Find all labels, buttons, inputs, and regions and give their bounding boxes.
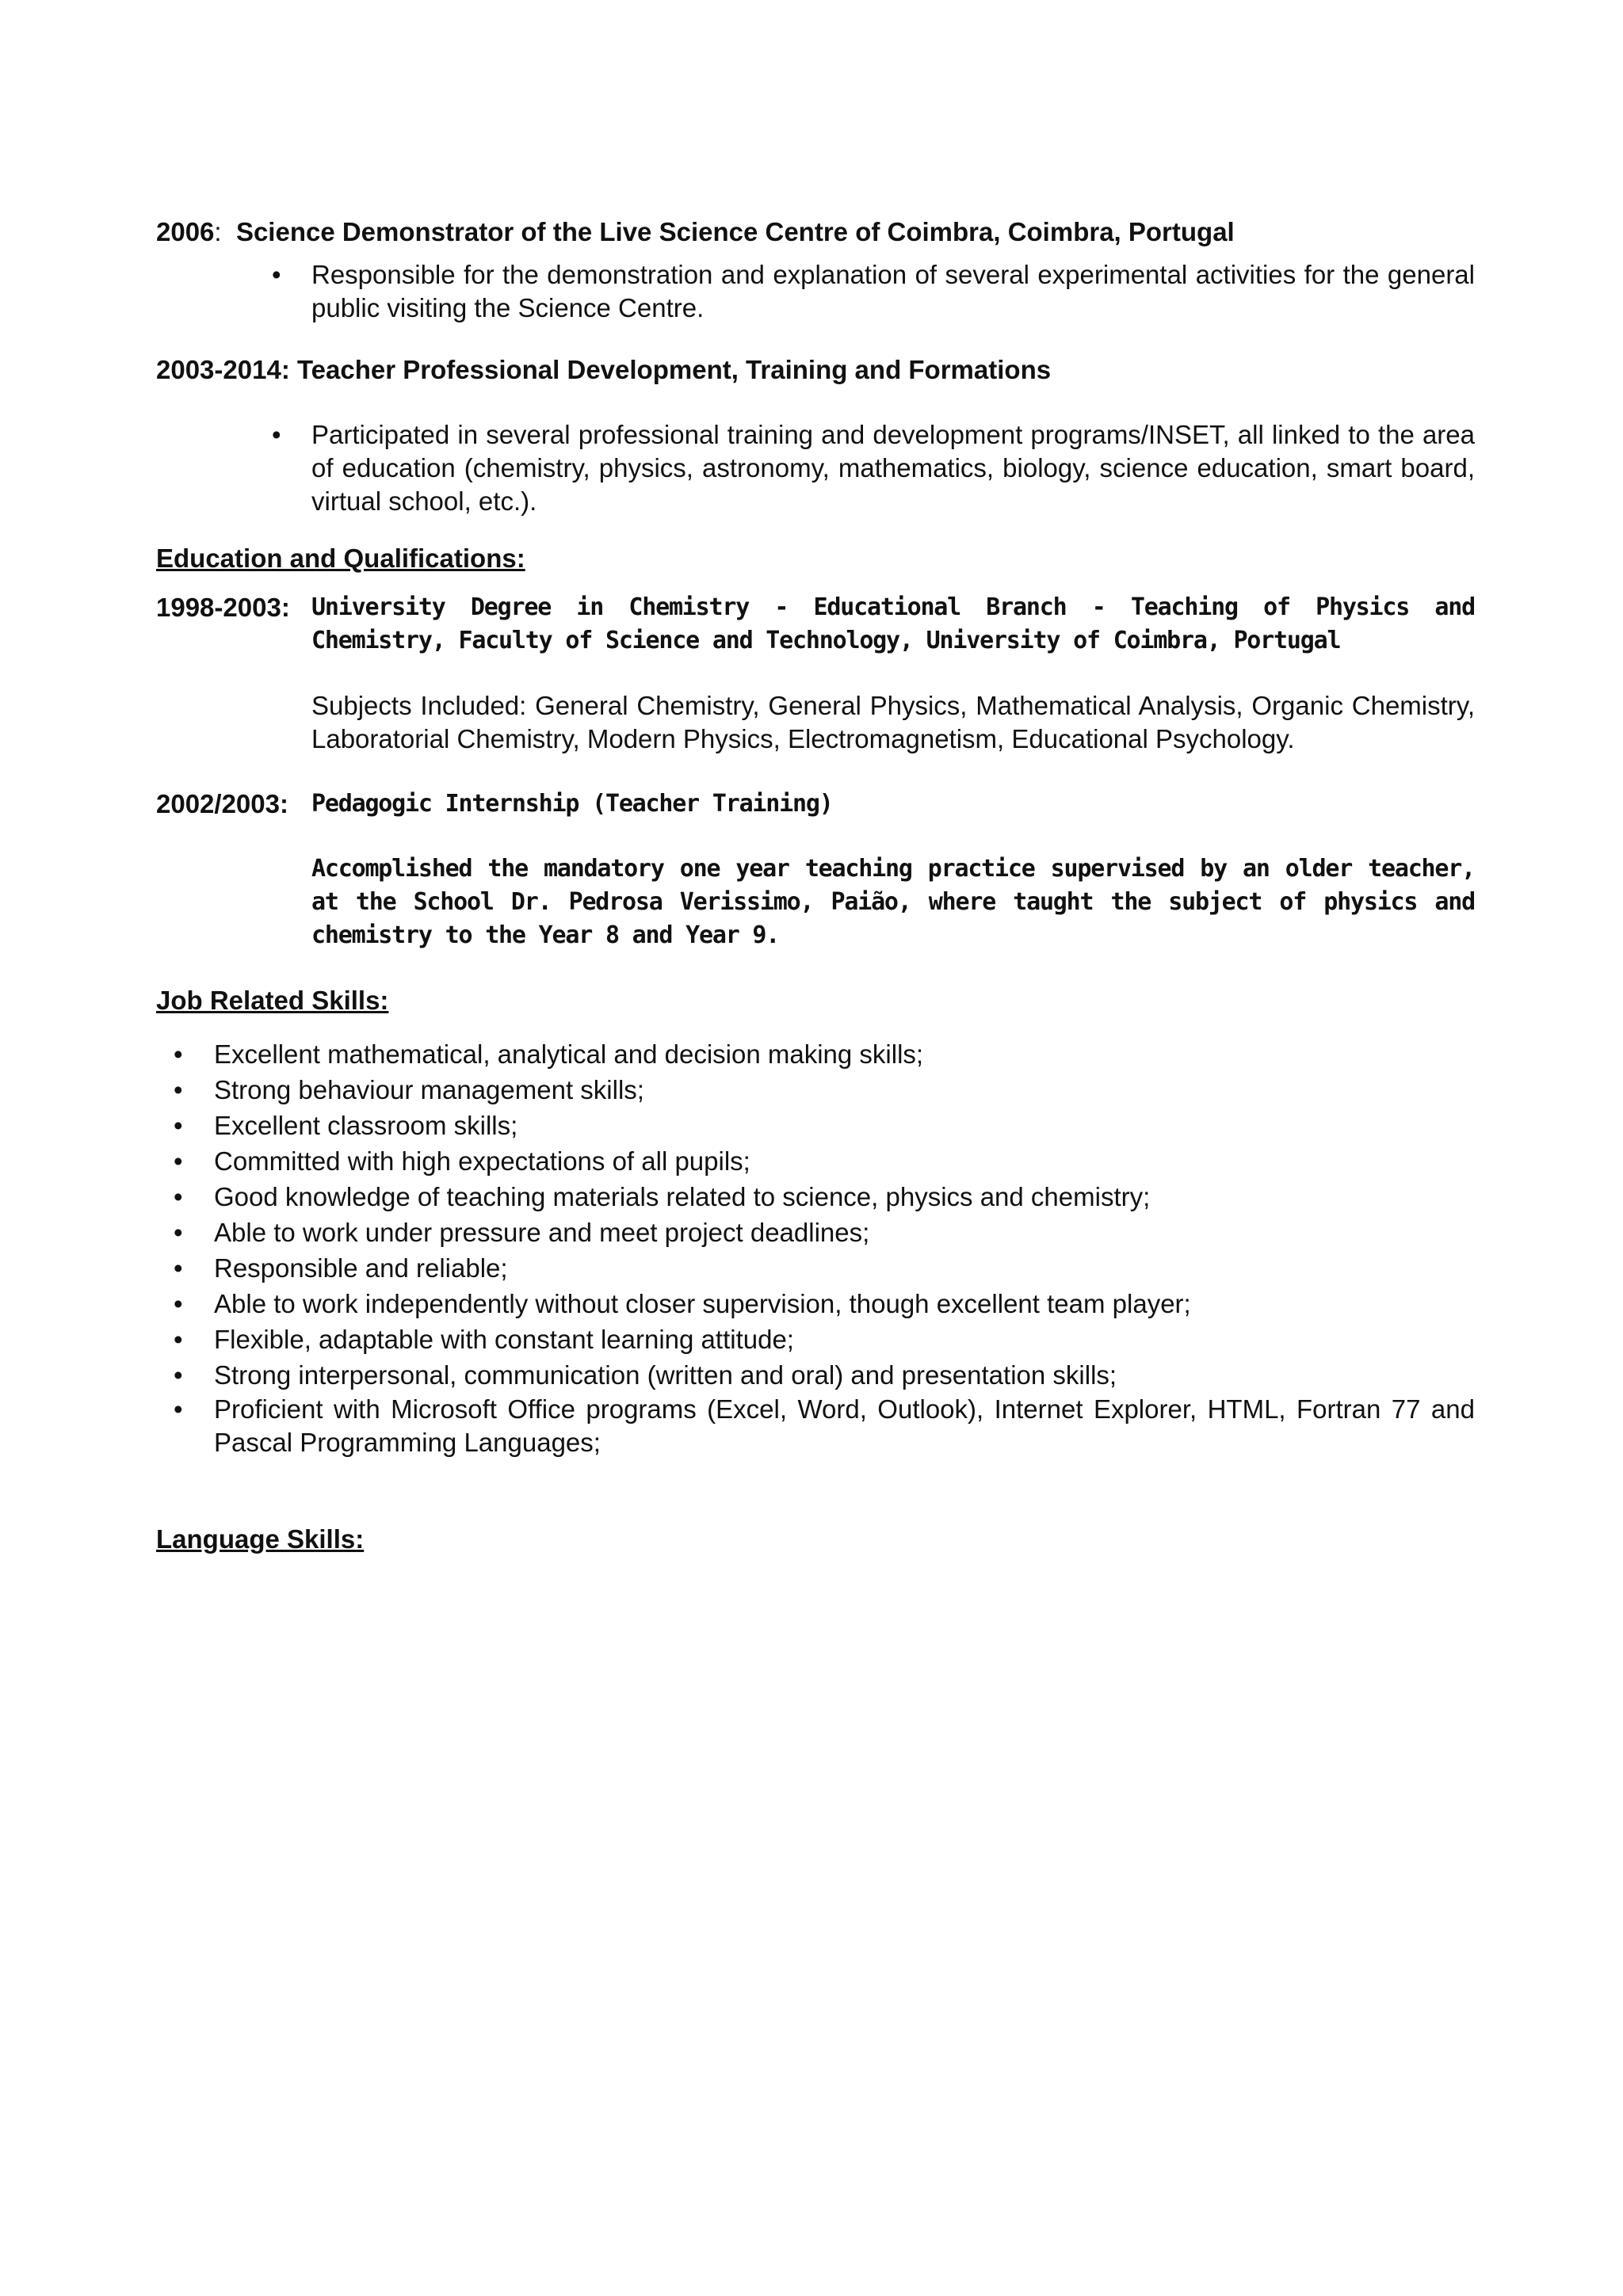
list-item (156, 418, 1475, 518)
list-item (156, 1072, 1475, 1108)
bullet-glyph: • (272, 260, 281, 289)
bullet-glyph: • (174, 1039, 183, 1069)
list-item (156, 1108, 1475, 1143)
education-content (311, 591, 1475, 756)
job-heading-2006 (156, 215, 1475, 249)
job-skills-list (156, 1036, 1475, 1459)
bullet-glyph: • (174, 1218, 183, 1247)
list-item-text: Excellent classroom skills; (214, 1111, 518, 1140)
education-item (156, 591, 1475, 756)
bullet-glyph: • (272, 420, 281, 449)
list-item (156, 1286, 1475, 1322)
list-item-text: Excellent mathematical, analytical and decision making skills; (214, 1039, 924, 1069)
education-title: University Degree in Chemistry - Educational Branch - Teaching of Physics and Chemistry, Faculty of Science and Technology, University of Coimbra, Portugal (311, 593, 1475, 654)
bullet-glyph: • (174, 1253, 183, 1283)
list-item-text: Strong behaviour management skills; (214, 1075, 644, 1104)
resume-page (156, 215, 1475, 1556)
list-item (156, 1357, 1475, 1393)
job-bullets-2003-2014 (156, 418, 1475, 518)
list-item (156, 1143, 1475, 1179)
list-item-text: Committed with high expectations of all pupils; (214, 1146, 750, 1176)
job-title: Science Demonstrator of the Live Science Centre of Coimbra, Coimbra, Portugal (235, 217, 1235, 246)
bullet-glyph: • (174, 1289, 183, 1318)
job-heading-2003-2014: 2003-2014: Teacher Professional Development, Training and Formations (156, 355, 1052, 384)
list-item-text: Responsible and reliable; (214, 1253, 508, 1283)
education-date: 1998-2003: (156, 593, 290, 622)
bullet-glyph: • (174, 1182, 183, 1211)
section-title-language-skills: Language Skills: (156, 1524, 365, 1554)
education-content (311, 788, 1475, 952)
list-item-text: Strong interpersonal, communication (written and oral) and presentation skills; (214, 1360, 1117, 1390)
list-item-text: Responsible for the demonstration and explanation of several experimental activities for the general public visiting the Science Centre. (311, 260, 1475, 322)
list-item (156, 1036, 1475, 1072)
section-title-job-skills: Job Related Skills: (156, 986, 389, 1015)
education-detail: Accomplished the mandatory one year teaching practice supervised by an older teacher, at the School Dr. Pedrosa Verissimo, Paião, where taught the subject of physics and chemistry to the Year 8 and Year 9. (311, 855, 1475, 949)
bullet-glyph: • (174, 1075, 183, 1104)
bullet-glyph: • (174, 1325, 183, 1354)
job-date-separator: : (214, 217, 222, 246)
list-item-text: Good knowledge of teaching materials related to science, physics and chemistry; (214, 1182, 1151, 1211)
bullet-glyph: • (174, 1394, 183, 1424)
education-date: 2002/2003: (156, 789, 288, 818)
list-item-text: Participated in several professional training and development programs/INSET, all linked to the area of education (chemistry, physics, astronomy, mathematics, biology, science education, smart board, virtual school, etc.). (311, 420, 1475, 516)
list-item-text: Able to work independently without closer supervision, though excellent team player; (214, 1289, 1191, 1318)
section-title-education: Education and Qualifications: (156, 543, 525, 573)
list-item (156, 258, 1475, 325)
job-date: 2006 (156, 217, 215, 246)
education-detail: Subjects Included: General Chemistry, General Physics, Mathematical Analysis, Organic Chemistry, Laboratorial Chemistry, Modern Physics, Electromagnetism, Educational Psychology. (311, 691, 1475, 753)
bullet-glyph: • (174, 1360, 183, 1390)
list-item-text: Flexible, adaptable with constant learning attitude; (214, 1325, 794, 1354)
list-item (156, 1250, 1475, 1286)
list-item-text: Proficient with Microsoft Office programs (Excel, Word, Outlook), Internet Explorer, HTML, Fortran 77 and Pascal Programming Languages; (214, 1394, 1475, 1457)
list-item (156, 1322, 1475, 1357)
list-item (156, 1215, 1475, 1250)
bullet-glyph: • (174, 1111, 183, 1140)
job-bullets-2006 (156, 258, 1475, 325)
bullet-glyph: • (174, 1146, 183, 1176)
education-item (156, 788, 1475, 952)
list-item (156, 1179, 1475, 1215)
list-item-text: Able to work under pressure and meet project deadlines; (214, 1218, 870, 1247)
education-title: Pedagogic Internship (Teacher Training) (311, 790, 833, 818)
list-item (156, 1393, 1475, 1459)
